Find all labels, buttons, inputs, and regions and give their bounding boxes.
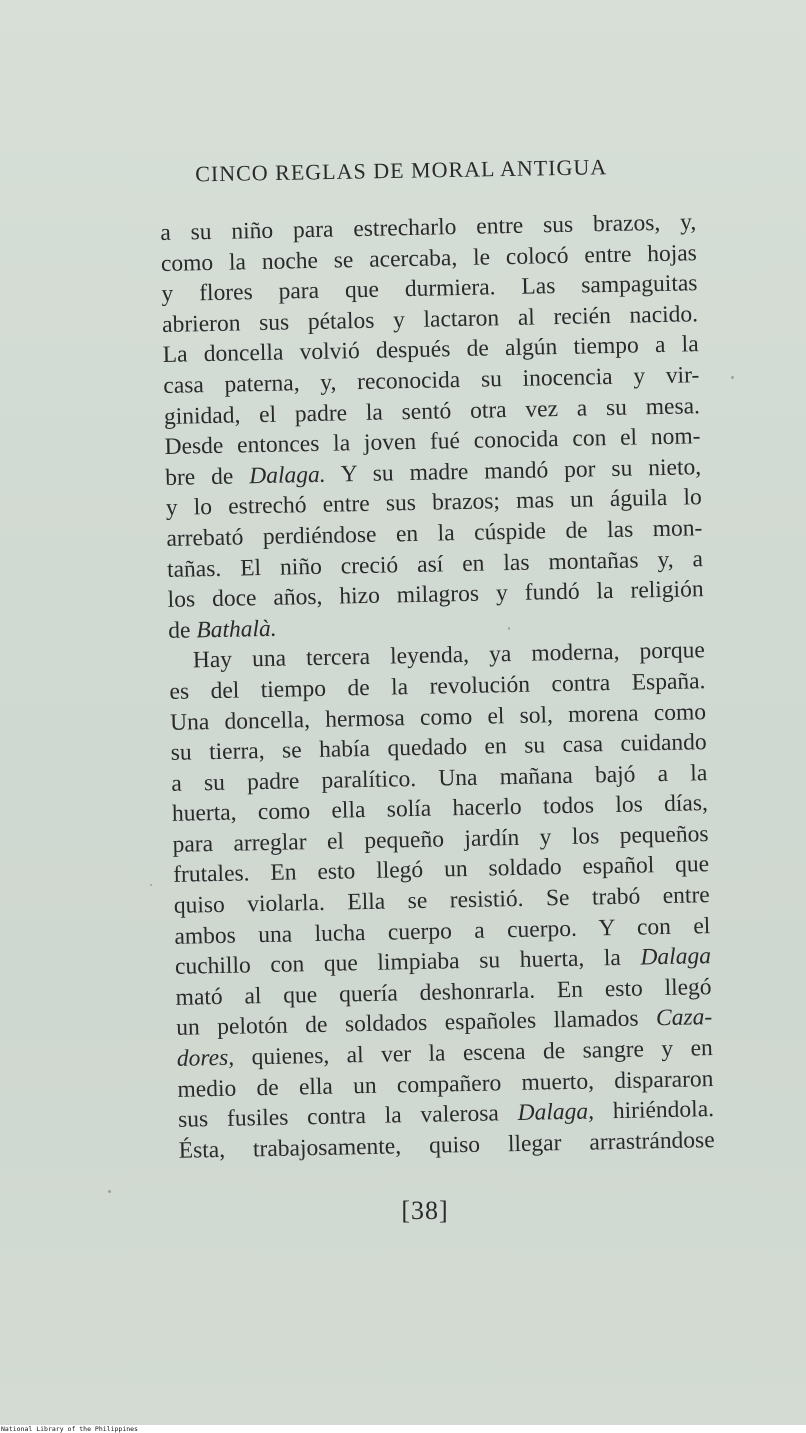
italic-run: dores, bbox=[176, 1044, 235, 1072]
text-run: huerta, como ella solía hacerlo todos los días, bbox=[171, 790, 709, 828]
text-run: bre de bbox=[164, 463, 250, 491]
text-run: hiriéndola. bbox=[593, 1096, 715, 1125]
text-run: La doncella volvió después de algún tiempo a la bbox=[162, 331, 699, 369]
text-run: frutales. En esto llegó un soldado español que bbox=[172, 851, 710, 889]
text-run: Hay una tercera leyenda, ya moderna, porque bbox=[192, 637, 706, 674]
paper-speck bbox=[508, 627, 510, 630]
text-run: y lo estrechó entre sus brazos; mas un águila lo bbox=[165, 484, 702, 522]
running-head: CINCO REGLAS DE MORAL ANTIGUA bbox=[195, 154, 608, 187]
text-run: ginidad, el padre la sentó otra vez a su mesa. bbox=[163, 392, 701, 430]
text-run: mató al que quería deshonrarla. En esto llegó bbox=[175, 973, 712, 1011]
paper-speck bbox=[150, 884, 152, 886]
italic-run: Dalaga. bbox=[249, 461, 326, 490]
text-run: de bbox=[168, 617, 197, 644]
text-run: medio de ella un compañero muerto, dispararon bbox=[177, 1065, 714, 1103]
body-text bbox=[160, 207, 715, 1166]
text-run: y flores para que durmiera. Las sampaguitas bbox=[161, 270, 698, 308]
text-run: tañas. El niño creció así en las montañas y, a bbox=[166, 545, 704, 583]
text-run: quiso violarla. Ella se resistió. Se trabó entre bbox=[173, 882, 710, 919]
paper-speck bbox=[731, 376, 734, 379]
text-run: a su padre paralítico. Una mañana bajó a la bbox=[171, 759, 708, 797]
text-run: abrieron sus pétalos y lactaron al recién nacido. bbox=[161, 301, 699, 338]
text-run: es del tiempo de la revolución contra España. bbox=[169, 668, 706, 705]
italic-run: Bathalà. bbox=[196, 615, 277, 644]
text-run: ambos una lucha cuerpo a cuerpo. Y con el bbox=[174, 912, 711, 950]
italic-run: Caza- bbox=[655, 1004, 713, 1032]
text-run: como la noche se acercaba, le colocó entre hojas bbox=[160, 239, 698, 277]
italic-run: Dalaga bbox=[640, 943, 712, 971]
text-run: los doce años, hizo milagros y fundó la religión bbox=[167, 576, 704, 614]
text-run: arrebató perdiéndose en la cúspide de las mon- bbox=[166, 515, 703, 552]
text-run: su tierra, se había quedado en su casa cuidando bbox=[170, 729, 707, 766]
text-run: Ésta, trabajosamente, quiso llegar arrastrándose bbox=[178, 1126, 715, 1164]
text-run: un pelotón de soldados españoles llamados bbox=[176, 1005, 657, 1042]
text-run: Y su madre mandó por su nieto, bbox=[325, 453, 702, 488]
text-run: casa paterna, y, reconocida su inocencia y vir- bbox=[163, 362, 700, 399]
text-run: a su niño para estrecharlo entre sus brazos, y, bbox=[160, 209, 697, 246]
text-run: Una doncella, hermosa como el sol, morena como bbox=[169, 698, 707, 736]
text-run: Desde entonces la joven fué conocida con el nom- bbox=[164, 423, 701, 461]
page-number: [38] bbox=[401, 1196, 449, 1225]
text-run: cuchillo con que limpiaba su huerta, la bbox=[174, 944, 641, 981]
text-run: para arreglar el pequeño jardín y los pequeños bbox=[172, 820, 709, 858]
paper-speck bbox=[108, 1190, 111, 1193]
italic-run: Dalaga, bbox=[517, 1098, 595, 1127]
text-run: sus fusiles contra la valerosa bbox=[177, 1100, 518, 1134]
text-run: quienes, al ver la escena de sangre y en bbox=[233, 1035, 714, 1071]
footer-credit: National Library of the Philippines bbox=[1, 1425, 138, 1433]
